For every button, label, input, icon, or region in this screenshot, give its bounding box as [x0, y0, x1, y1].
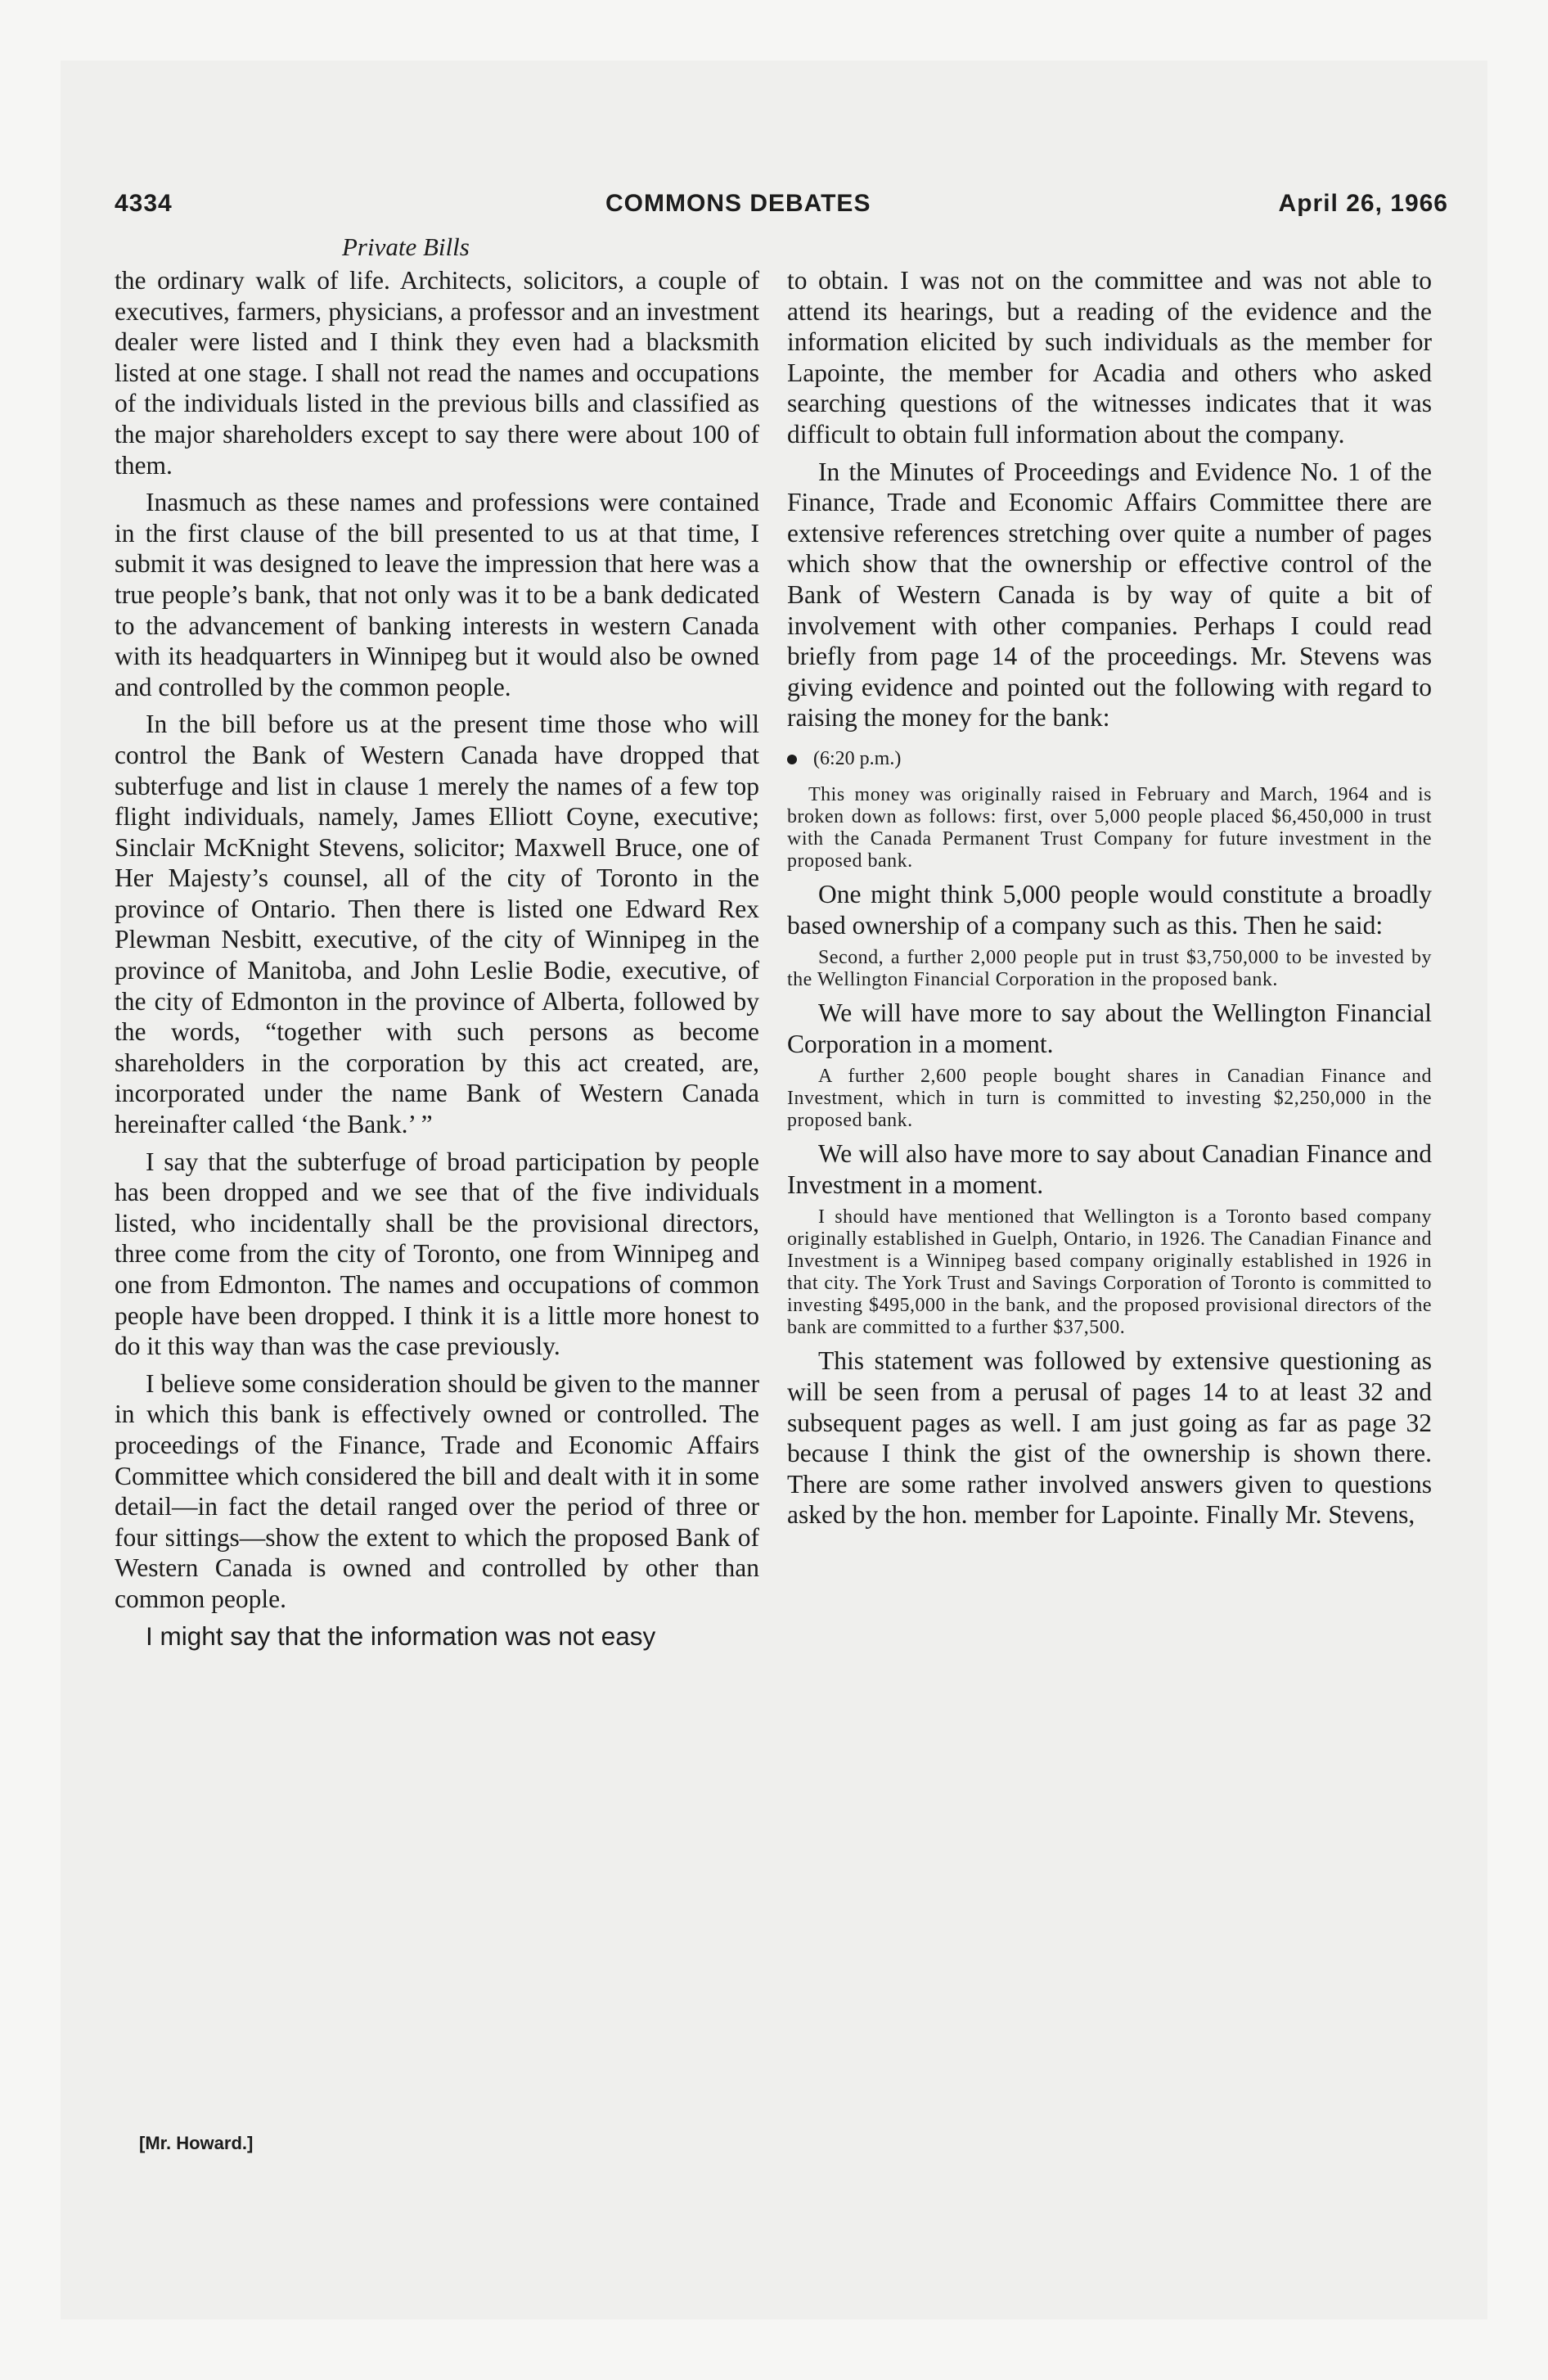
page-number: 4334	[115, 190, 173, 217]
timestamp	[787, 746, 1432, 771]
paragraph: Inasmuch as these names and professions were contained in the first clause of the bill presented to us at that time, I submit it was designed to leave the impression that here was a true people’s bank, that not only was it to be a bank dedicated to the advancement of banking interests in western Canada with its headquarters in Winnipeg but it would also be owned and controlled by the common people.	[115, 488, 759, 701]
block-quote: Second, a further 2,000 people put in trust $3,750,000 to be invested by the Wellington Financial Corporation in the proposed bank.	[787, 947, 1432, 991]
block-quote: This money was originally raised in February and March, 1964 and is broken down as follows: first, over 5,000 people placed $6,450,000 in trust with the Canada Permanent Trust Company for future investment in the proposed bank.	[787, 783, 1432, 872]
paragraph: We will also have more to say about Canadian Finance and Investment in a moment.	[787, 1139, 1432, 1199]
left-column	[115, 265, 759, 1658]
right-column	[787, 265, 1432, 1537]
paragraph: We will have more to say about the Wellington Financial Corporation in a moment.	[787, 998, 1432, 1058]
publication-title: COMMONS DEBATES	[605, 190, 871, 217]
page-date: April 26, 1966	[1278, 190, 1448, 217]
paragraph: In the Minutes of Proceedings and Evidence No. 1 of the Finance, Trade and Economic Affairs Committee there are extensive references stretching over quite a number of pages which show that the ownership or effective control of the Bank of Western Canada is by way of quite a bit of involvement with other companies. Perhaps I could read briefly from page 14 of the proceedings. Mr. Stevens was giving evidence and pointed out the following with regard to raising the money for the bank:	[787, 457, 1432, 732]
hansard-page	[115, 190, 1448, 2203]
paragraph: I say that the subterfuge of broad participation by people has been dropped and we see that of the five individuals listed, who incidentally shall be the provisional directors, three come from the city of Toronto, one from Winnipeg and one from Edmonton. The names and occupations of common people have been dropped. I think it is a little more honest to do it this way than was the case previously.	[115, 1147, 759, 1361]
paragraph: One might think 5,000 people would constitute a broadly based ownership of a company such as this. Then he said:	[787, 879, 1432, 940]
bullet-icon	[787, 755, 797, 764]
paragraph: I might say that the information was not easy	[146, 1620, 656, 1651]
block-quote: A further 2,600 people bought shares in Canadian Finance and Investment, which in turn is committed to investing $2,250,000 in the proposed bank.	[787, 1066, 1432, 1132]
paragraph: This statement was followed by extensive questioning as will be seen from a perusal of pages 14 to at least 32 and subsequent pages as well. I am just going as far as page 32 because I think the gist of the ownership is shown there. There are some rather involved answers given to questions asked by the hon. member for Lapointe. Finally Mr. Stevens,	[787, 1346, 1432, 1530]
running-header	[115, 190, 1448, 223]
block-quote: I should have mentioned that Wellington is a Toronto based company originally established in Guelph, Ontario, in 1926. The Canadian Finance and Investment is a Winnipeg based company originally established in 1926 in that city. The York Trust and Savings Corporation of Toronto is committed to investing $495,000 in the bank, and the proposed provisional directors of the bank are committed to a further $37,500.	[787, 1206, 1432, 1339]
paragraph: the ordinary walk of life. Architects, solicitors, a couple of executives, farmers, physicians, a professor and an investment dealer were listed and I think they even had a blacksmith listed at one stage. I shall not read the names and occupations of the individuals listed in the previous bills and classified as the major shareholders except to say there were about 100 of them.	[115, 266, 759, 480]
paragraph: In the bill before us at the present time those who will control the Bank of Western Canada have dropped that subterfuge and list in clause 1 merely the names of a few top flight individuals, namely, James Elliott Coyne, executive; Sinclair McKnight Stevens, solicitor; Maxwell Bruce, one of Her Majesty’s counsel, all of the city of Toronto in the province of Ontario. Then there is listed one Edward Rex Plewman Nesbitt, executive, of the city of Winnipeg in the province of Manitoba, and John Leslie Bodie, executive, of the city of Edmonton in the province of Alberta, followed by the words, “together with such persons as become shareholders in the corporation by this act created, are, incorporated under the name Bank of Western Canada hereinafter called ‘the Bank.’ ”	[115, 710, 759, 1139]
timestamp-text: (6:20 p.m.)	[813, 747, 902, 769]
section-heading: Private Bills	[342, 232, 470, 261]
paragraph: to obtain. I was not on the committee and was not able to attend its hearings, but a reading of the evidence and the information elicited by such individuals as the member for Lapointe, the member for Acadia and others who asked searching questions of the witnesses indicates that it was difficult to obtain full information about the company.	[787, 266, 1432, 449]
paragraph: I believe some consideration should be given to the manner in which this bank is effectively owned or controlled. The proceedings of the Finance, Trade and Economic Affairs Committee which considered the bill and dealt with it in some detail—in fact the detail ranged over the period of three or four sittings—show the extent to which the proposed Bank of Western Canada is owned and controlled by other than common people.	[115, 1368, 759, 1613]
speaker-attribution: [Mr. Howard.]	[139, 2133, 254, 2153]
